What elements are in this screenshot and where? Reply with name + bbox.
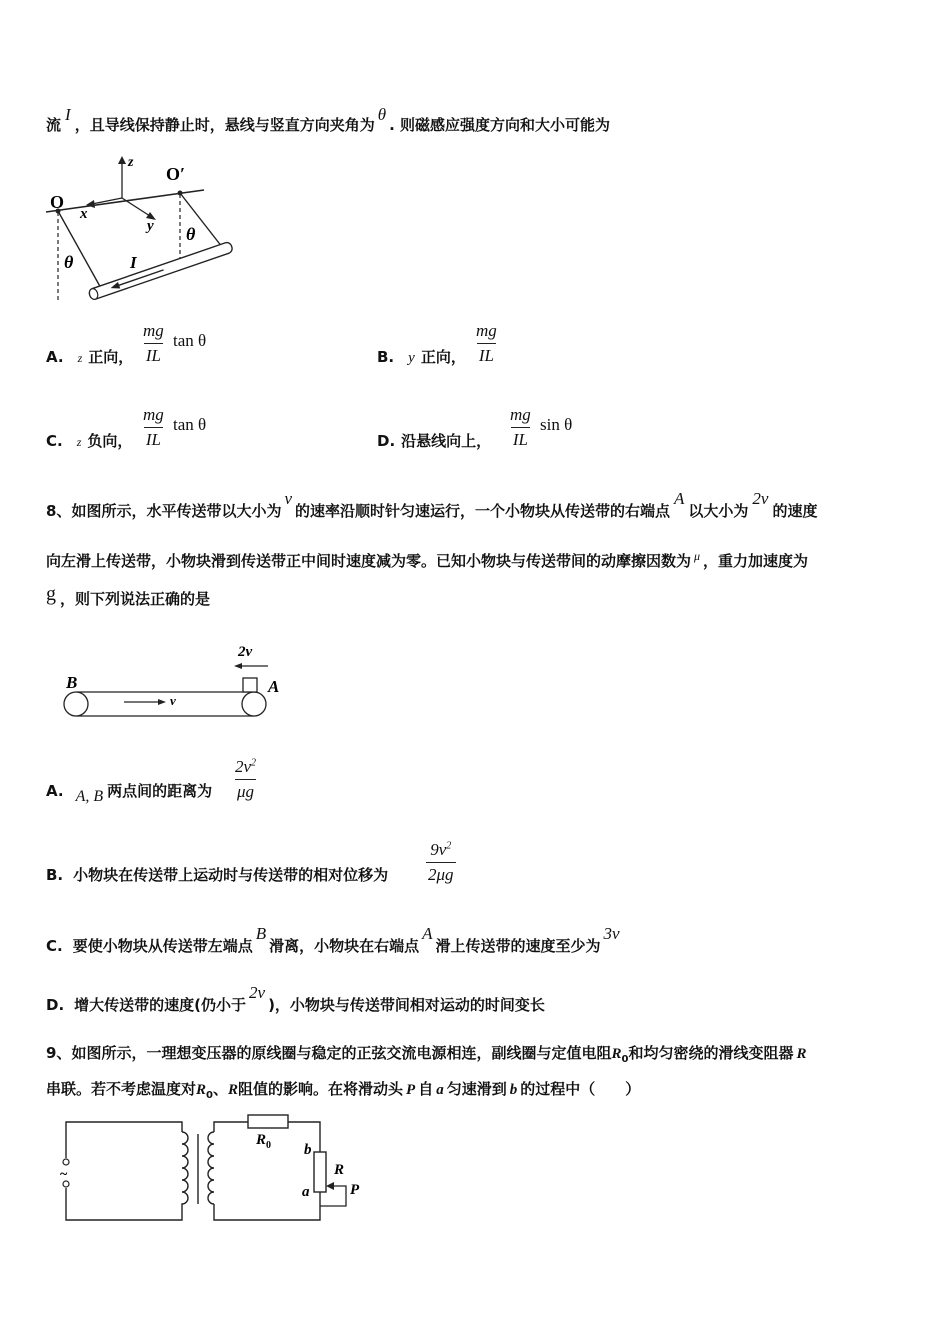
q8-option-b-fraction: $\frac{9v^2}{2\mu g}$ bbox=[428, 840, 454, 884]
q8-stem-line1: 8、如图所示，水平传送带以大小为v的速率沿顺时针匀速运行，一个小物块从传送带的右端点A以大小为2v的速度 bbox=[46, 489, 818, 520]
label-O-prime: O′ bbox=[166, 164, 186, 184]
label-b: b bbox=[304, 1142, 312, 1158]
label-theta-left: θ bbox=[64, 252, 74, 272]
resistor-r0 bbox=[248, 1115, 288, 1128]
q7-figure bbox=[44, 152, 244, 302]
q8-stem-line2: 向左滑上传送带，小物块滑到传送带正中间时速度减为零。已知小物块与传送带间的动摩擦因数为 $^\mu$ ，重力加速度为 bbox=[46, 549, 809, 570]
label-2v: 2v bbox=[238, 644, 253, 660]
q8-option-c[interactable]: C. 要使小物块从传送带左端点B滑离，小物块在右端点A滑上传送带的速度至少为3v bbox=[46, 924, 620, 955]
label-y: y bbox=[147, 218, 154, 234]
primary-coil bbox=[182, 1132, 188, 1206]
label-theta-right: θ bbox=[186, 224, 196, 244]
label-r: R bbox=[334, 1162, 345, 1178]
label-A: A bbox=[268, 677, 280, 696]
q9-stem-line2: 串联。若不考虑温度对$R_0$、R阻值的影响。在将滑动头 P 自 a 匀速滑到 b 的过程中（ ） bbox=[46, 1080, 641, 1101]
q7-option-a-fraction: $\frac{mg}{IL}$ bbox=[143, 321, 164, 365]
label-I: I bbox=[130, 253, 137, 272]
label-r0: $R_0$ bbox=[256, 1132, 272, 1151]
label-p: P bbox=[350, 1182, 360, 1198]
q8-figure bbox=[58, 636, 288, 726]
q7-option-d-fn: sin θ bbox=[540, 415, 573, 434]
small-block bbox=[243, 678, 257, 692]
q7-option-b-fraction: $\frac{mg}{IL}$ bbox=[476, 321, 497, 365]
q7-option-d-fraction: $\frac{mg}{IL}$ bbox=[510, 405, 531, 449]
label-B: B bbox=[66, 673, 78, 692]
label-v: v bbox=[170, 693, 176, 708]
label-x: x bbox=[80, 206, 88, 222]
ac-source-symbol: ~ bbox=[60, 1167, 68, 1182]
q8-option-d[interactable]: D. 增大传送带的速度(仍小于2v)，小物块与传送带间相对运动的时间变长 bbox=[46, 983, 545, 1014]
q7-option-d[interactable]: D. 沿悬线向上， bbox=[377, 432, 492, 450]
ac-source-top bbox=[63, 1159, 69, 1165]
q9-stem-line1: 9、如图所示，一理想变压器的原线圈与稳定的正弦交流电源相连，副线圈与定值电阻$R_0$和均匀密绕的滑线变阻器 R bbox=[46, 1044, 807, 1065]
q8-option-a[interactable]: A. A, B 两点间的距离为 bbox=[46, 782, 213, 805]
q9-figure bbox=[58, 1110, 378, 1230]
secondary-coil bbox=[208, 1132, 214, 1204]
left-pulley bbox=[64, 692, 88, 716]
q8-stem-line3: g ，则下列说法正确的是 bbox=[46, 583, 211, 608]
q7-option-c[interactable]: C. z 负向， bbox=[46, 432, 133, 450]
primary-circuit bbox=[66, 1122, 182, 1158]
slider-p[interactable] bbox=[326, 1182, 334, 1190]
q7-option-c-fraction: $\frac{mg}{IL}$ bbox=[143, 405, 164, 449]
q7-option-b[interactable]: B. y 正向， bbox=[377, 348, 466, 366]
q7-stem: 流I，且导线保持静止时，悬线与竖直方向夹角为θ. 则磁感应强度方向和大小可能为 bbox=[46, 105, 610, 134]
q8-option-b[interactable]: B. 小物块在传送带上运动时与传送带的相对位移为 bbox=[46, 866, 389, 884]
rheostat-r bbox=[314, 1152, 326, 1192]
q7-option-a-fn: tan θ bbox=[173, 331, 207, 350]
label-O: O bbox=[50, 192, 65, 212]
q7-option-c-fn: tan θ bbox=[173, 415, 207, 434]
label-z: z bbox=[128, 155, 134, 170]
label-a: a bbox=[302, 1184, 310, 1200]
right-pulley bbox=[242, 692, 266, 716]
q7-option-a[interactable]: A. z 正向， bbox=[46, 348, 134, 366]
q8-option-a-fraction: $\frac{2v^2}{\mu g}$ bbox=[235, 757, 257, 801]
